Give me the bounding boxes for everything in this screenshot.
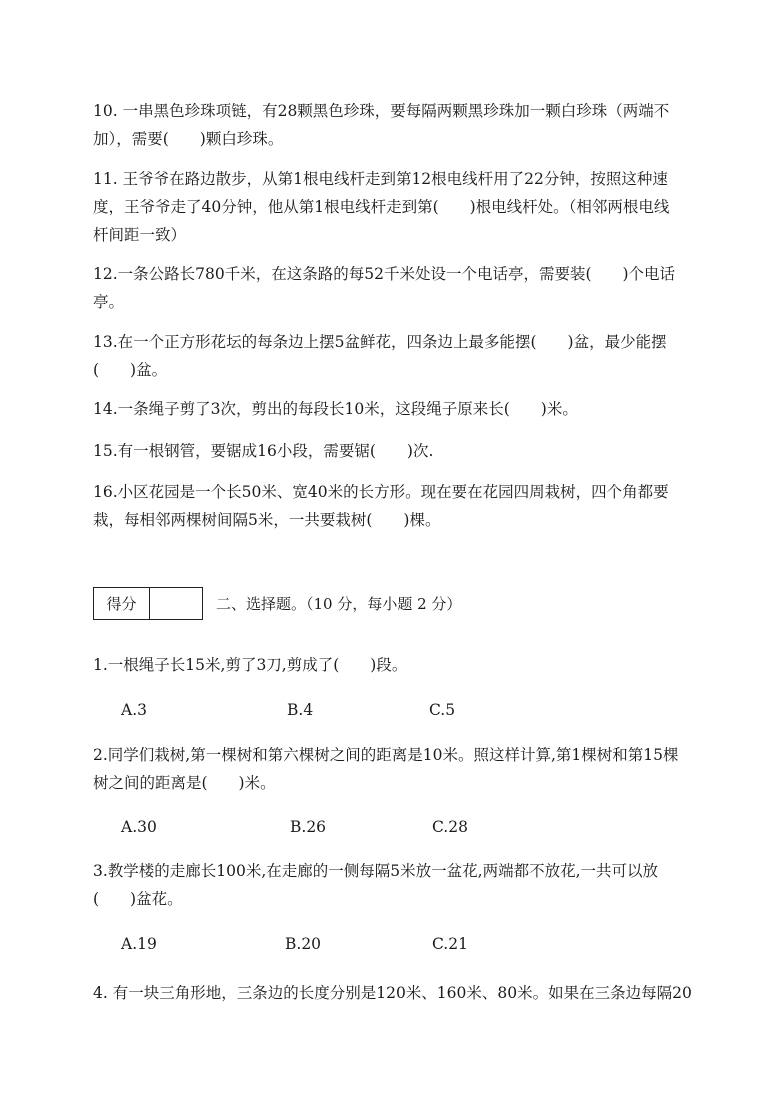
- question-11-line-3: 杆间距一致）: [93, 226, 187, 244]
- choice-2-option-b[interactable]: B.26: [290, 818, 327, 836]
- score-box: [93, 587, 203, 620]
- choice-2-option-c[interactable]: C.28: [432, 818, 468, 836]
- question-10-line-2: 加），需要( )颗白珍珠。: [93, 130, 284, 148]
- choice-1-option-a[interactable]: A.3: [121, 701, 147, 719]
- score-label: 得分: [94, 588, 150, 619]
- choice-2-line-1: 2.同学们栽树,第一棵树和第六棵树之间的距离是10米。照这样计算,第1棵树和第15棵: [93, 746, 679, 764]
- question-15-line-1: 15.有一根钢管，要锯成16小段，需要锯( )次.: [93, 442, 434, 460]
- question-10-line-1: 10. 一串黑色珍珠项链，有28颗黑色珍珠，要每隔两颗黑珍珠加一颗白珍珠（两端不: [93, 102, 670, 120]
- question-12-line-1: 12.一条公路长780千米，在这条路的每52千米处设一个电话亭，需要装( )个电话: [93, 265, 676, 283]
- score-field[interactable]: [150, 588, 202, 619]
- choice-3-line-1: 3.教学楼的走廊长100米,在走廊的一侧每隔5米放一盆花,两端都不放花,一共可以放: [93, 862, 659, 880]
- choice-3-option-a[interactable]: A.19: [121, 935, 157, 953]
- question-11-line-2: 度，王爷爷走了40分钟，他从第1根电线杆走到第( )根电线杆处。（相邻两根电线: [93, 198, 670, 216]
- choice-1-option-b[interactable]: B.4: [287, 701, 314, 719]
- question-16-line-2: 栽，每相邻两棵树间隔5米，一共要栽树( )棵。: [93, 511, 441, 529]
- choice-3-option-c[interactable]: C.21: [432, 935, 468, 953]
- choice-3-line-2: ( )盆花。: [93, 890, 183, 908]
- question-16-line-1: 16.小区花园是一个长50米、宽40米的长方形。现在要在花园四周栽树，四个角都要: [93, 483, 669, 501]
- section-2-title: 二、选择题。（10 分，每小题 2 分）: [216, 595, 462, 613]
- choice-1-line-1: 1.一根绳子长15米,剪了3刀,剪成了( )段。: [93, 656, 408, 674]
- question-14-line-1: 14.一条绳子剪了3次，剪出的每段长10米，这段绳子原来长( )米。: [93, 400, 578, 418]
- question-12-line-2: 亭。: [93, 293, 125, 311]
- question-13-line-1: 13.在一个正方形花坛的每条边上摆5盆鲜花，四条边上最多能摆( )盆，最少能摆: [93, 333, 667, 351]
- question-13-line-2: ( )盆。: [93, 361, 168, 379]
- choice-2-option-a[interactable]: A.30: [121, 818, 157, 836]
- choice-4-line-1: 4. 有一块三角形地，三条边的长度分别是120米、160米、80米。如果在三条边每隔20: [93, 984, 692, 1002]
- question-11-line-1: 11. 王爷爷在路边散步，从第1根电线杆走到第12根电线杆用了22分钟，按照这种速: [93, 170, 668, 188]
- choice-1-option-c[interactable]: C.5: [429, 701, 456, 719]
- choice-2-line-2: 树之间的距离是( )米。: [93, 774, 276, 792]
- choice-3-option-b[interactable]: B.20: [285, 935, 322, 953]
